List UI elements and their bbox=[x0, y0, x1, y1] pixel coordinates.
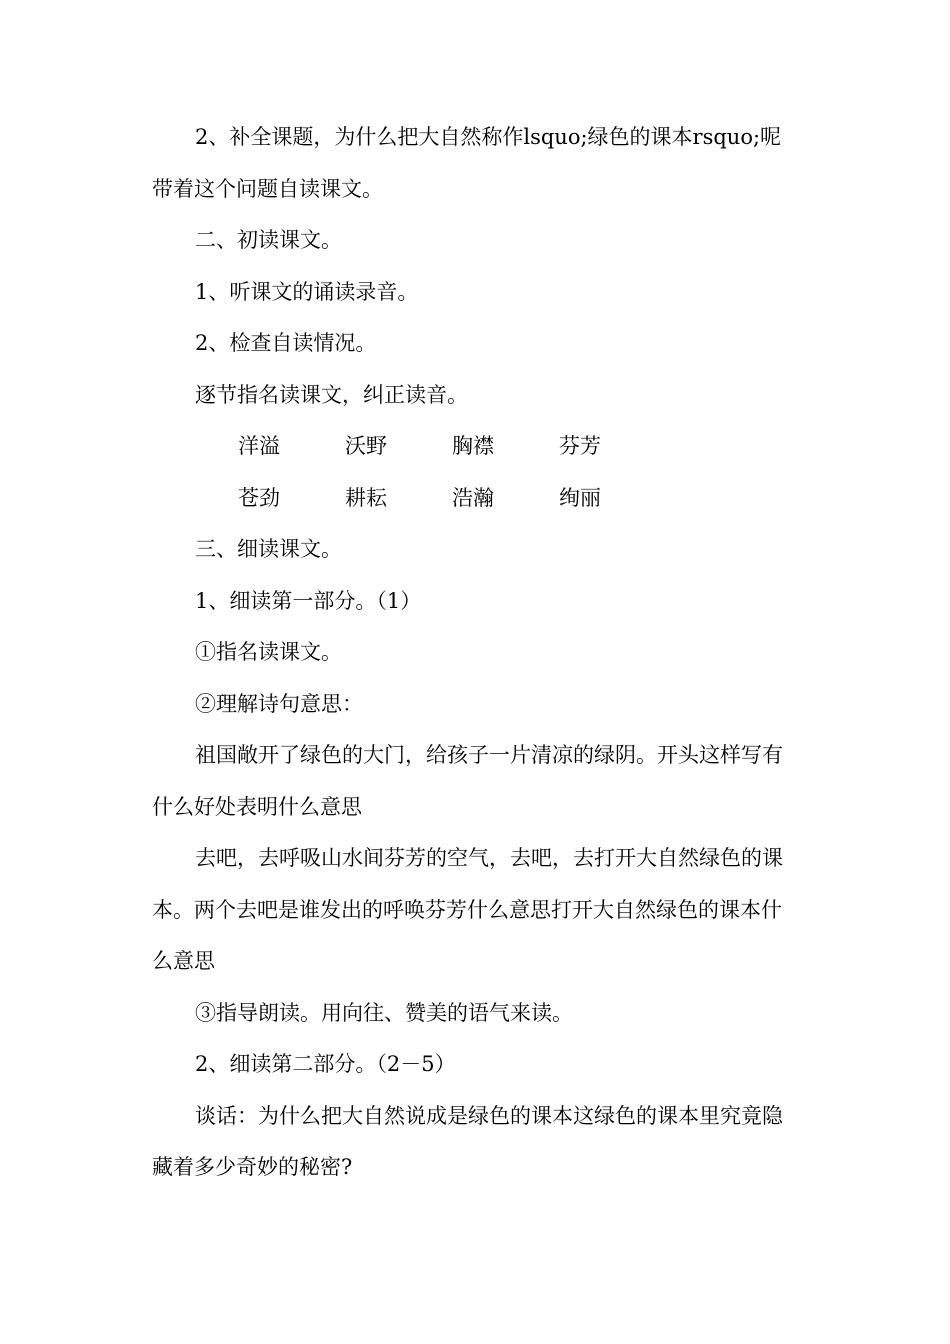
vocab-word: 绚丽 bbox=[559, 485, 601, 510]
paragraph-poem-opening: 祖国敞开了绿色的大门，给孩子一片清凉的绿阴。开头这样写有什么好处表明什么意思 bbox=[152, 743, 783, 819]
paragraph-poem-call: 去吧，去呼吸山水间芬芳的空气，去吧，去打开大自然绿色的课本。两个去吧是谁发出的呼唤芬芳什么意思打开大自然绿色的课本什么意思 bbox=[152, 846, 783, 973]
word-row bbox=[152, 421, 802, 473]
heading-close-reading: 三、细读课文。 bbox=[195, 537, 342, 561]
heading-part-two: 2、细读第二部分。（2－5） bbox=[195, 1052, 456, 1076]
step-understand-poem: ②理解诗句意思： bbox=[195, 691, 363, 716]
paragraph-intro-question: 2、补全课题，为什么把大自然称作lsquo;绿色的课本rsquo;呢带着这个问题自读课文。 bbox=[152, 125, 782, 201]
step-read-aloud: ①指名读课文。 bbox=[195, 640, 342, 664]
word-row bbox=[152, 473, 802, 525]
heading-first-reading: 二、初读课文。 bbox=[195, 228, 342, 252]
paragraph-talk: 谈话：为什么把大自然说成是绿色的课本这绿色的课本里究竟隐藏着多少奇妙的秘密? bbox=[152, 1103, 783, 1179]
document-body bbox=[152, 112, 802, 1194]
paragraph-correct-pronunciation: 逐节指名读课文，纠正读音。 bbox=[195, 382, 468, 407]
heading-part-one: 1、细读第一部分。（1） bbox=[195, 588, 422, 613]
vocab-word: 胸襟 bbox=[452, 434, 494, 458]
paragraph-check-reading: 2、检查自读情况。 bbox=[195, 331, 377, 355]
vocab-word: 苍劲 bbox=[238, 485, 280, 510]
vocab-word: 芬芳 bbox=[559, 434, 601, 458]
vocab-word: 洋溢 bbox=[238, 434, 280, 458]
step-guided-reading: ③指导朗读。用向往、赞美的语气来读。 bbox=[195, 1000, 573, 1025]
paragraph-listen: 1、听课文的诵读录音。 bbox=[195, 279, 419, 304]
vocab-word: 耕耘 bbox=[345, 485, 387, 510]
vocab-word: 浩瀚 bbox=[452, 485, 494, 510]
vocab-word: 沃野 bbox=[345, 434, 387, 458]
